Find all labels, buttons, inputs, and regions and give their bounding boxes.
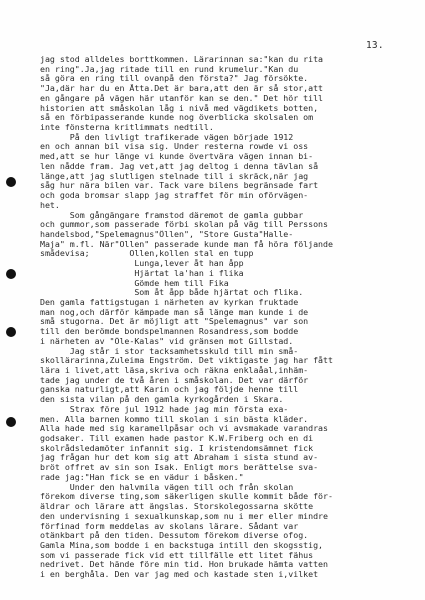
text-line: På den livligt trafikerade vägen började 1912 [40, 132, 294, 142]
text-line: med,att se hur länge vi kunde övertvära vägen innan bi- [40, 152, 314, 162]
text-line: smådevisa; Ollen,kollen stal en tupp [40, 249, 254, 259]
text-line: "Ja,där har du en Åtta.Det är bara,att den är så stor,att [40, 84, 324, 94]
text-line: Hjärtat la'han i flika [40, 268, 244, 278]
text-line: jag stod alldeles borttkommen. Lärarinnan sa:"kan du rita [40, 55, 324, 64]
punch-hole-icon [6, 269, 16, 279]
text-line: den sista vilan på den gamla kyrkogården i Skara. [40, 395, 284, 405]
page-number: 13. [366, 40, 384, 51]
text-line: Gömde hem till Fika [40, 278, 229, 288]
text-line: skollärarinna,Zuleima Engström. Det viktigaste jag har fått [40, 356, 333, 366]
text-line: äldrar och lärare att ängslas. Storskolegossarna sköttе [40, 502, 314, 512]
text-line: man nog,och därför kämpade man så länge man kunde i de [40, 307, 309, 317]
text-line: Den gamla fattigstugan i närheten av kyrkan fruktade [40, 297, 299, 307]
text-line: Alla hade med sig karamellpåsar och vi avsmakade varandras [40, 424, 328, 434]
body-text [40, 55, 412, 580]
text-line: Lunga,lever åt han åpp [40, 259, 244, 269]
text-line: historien att småskolan låg i nivå med vägdikets botten, [40, 103, 319, 113]
text-line: jag frågan hur det kom sig att Abraham i sista stund av- [40, 453, 319, 463]
text-line: rade jag:"Han fick se en vädur i båsken." [40, 472, 244, 482]
text-line: till den berömde bondspelmannen Rosandress,som bodde [40, 327, 299, 337]
punch-hole-icon [6, 327, 16, 337]
text-line: så en förbipasserande kunde nog överblicka skolsalen om [40, 113, 314, 123]
text-line: små stugorna. Det är möjligt att "Spelemagnus" var son [40, 317, 309, 327]
text-line: Som gångängare framstod däremot de gamla gubbar [40, 210, 304, 220]
punch-hole-icon [6, 417, 16, 427]
text-line: förfinad form meddelas av skolans lärare. Sådant var [40, 521, 299, 531]
text-line: otänkbart på den tiden. Dessutom förekom diverse ofog. [40, 531, 309, 541]
text-line: en ring".Ja,jag ritade till en rund krumelur."Kan du [40, 64, 299, 74]
text-line: Som åt åpp både hjärtat och flika. [40, 288, 304, 298]
text-line: i närheten av "Öle-Kalas" vid gränsen mot Gillstad. [40, 336, 294, 346]
text-line: och goda bromsar slapp jag straffet för min oförvägen- [40, 191, 309, 201]
text-line: Maja" m.fl. När"Ollen" passerade kunde man få höra följande [40, 239, 333, 249]
text-line: tade jag under de två åren i småskolan. Det var därför [40, 375, 309, 385]
text-line: Jag står i stor tacksamhetsskuld till min små- [40, 346, 299, 356]
text-line: bröt offret av sin son Isak. Enligt mors berättelse sva- [40, 463, 319, 473]
text-line: så göra en ring till ovanpå den första?" Jag försökte. [40, 74, 309, 84]
punch-hole-icon [6, 177, 16, 187]
text-line: godsaker. Till examen hade pastor K.W.Friberg och en di [40, 434, 314, 444]
text-line: handelsbod,"Spelemagnus"Öllen", "Store Gusta"Halle- [40, 229, 294, 239]
text-line: Under den halvmila vägen till och från skolan [40, 482, 294, 492]
text-line: förekom diverse ting,som säkerligen skulle kommit både för- [40, 492, 333, 502]
text-line: inte fönsterna kritlimmats nedtill. [40, 123, 214, 133]
text-line: len nådde fram. Jag vet,att jag deltog i denna tävlan så [40, 161, 319, 171]
text-line: Strax före jul 1912 hade jag min första exa- [40, 404, 289, 414]
text-line: skolrådsledamöter infannit sig. I kristendomsämnet fick [40, 443, 314, 453]
text-line: ganska naturligt,att Karin och jag följde henne till [40, 385, 299, 395]
text-line: lära i livet,att läsa,skriva och räkna enklaåal,inhäm- [40, 366, 309, 375]
text-line: Gamla Mina,som bodde i en backstuga intill den skogsstig, [40, 540, 324, 550]
text-line: en gångare på vägen här utanför kan se den." Det hör till [40, 93, 324, 103]
text-line: såg hur nära bilen var. Tack vare bilens begränsade fart [40, 181, 319, 191]
text-line: en och annan bil visa sig. Under resterna rowde vi oss [40, 142, 309, 152]
text-line: nedrivet. Det hände före min tid. Hon brukade hämta vatten [40, 560, 328, 570]
text-line: het. [40, 200, 60, 210]
text-line: som vi passerade fick vid ett tillfälle ett litet fähus [40, 550, 314, 560]
text-line: i en berghåla. Den var jag med och kastade sten i,vilket [40, 570, 319, 580]
text-line: och gummor,som passerade förbi skolan på väg till Perssons [40, 220, 328, 230]
text-line: länge,att jag slutligen stelnade till i skräck,när jag [40, 171, 309, 181]
text-line: men. Alla barnen kommo till skolan i sin bästa kläder. [40, 414, 309, 424]
text-line: den undervisning i sexualkunskap,som nu i mer eller mindre [40, 511, 328, 521]
